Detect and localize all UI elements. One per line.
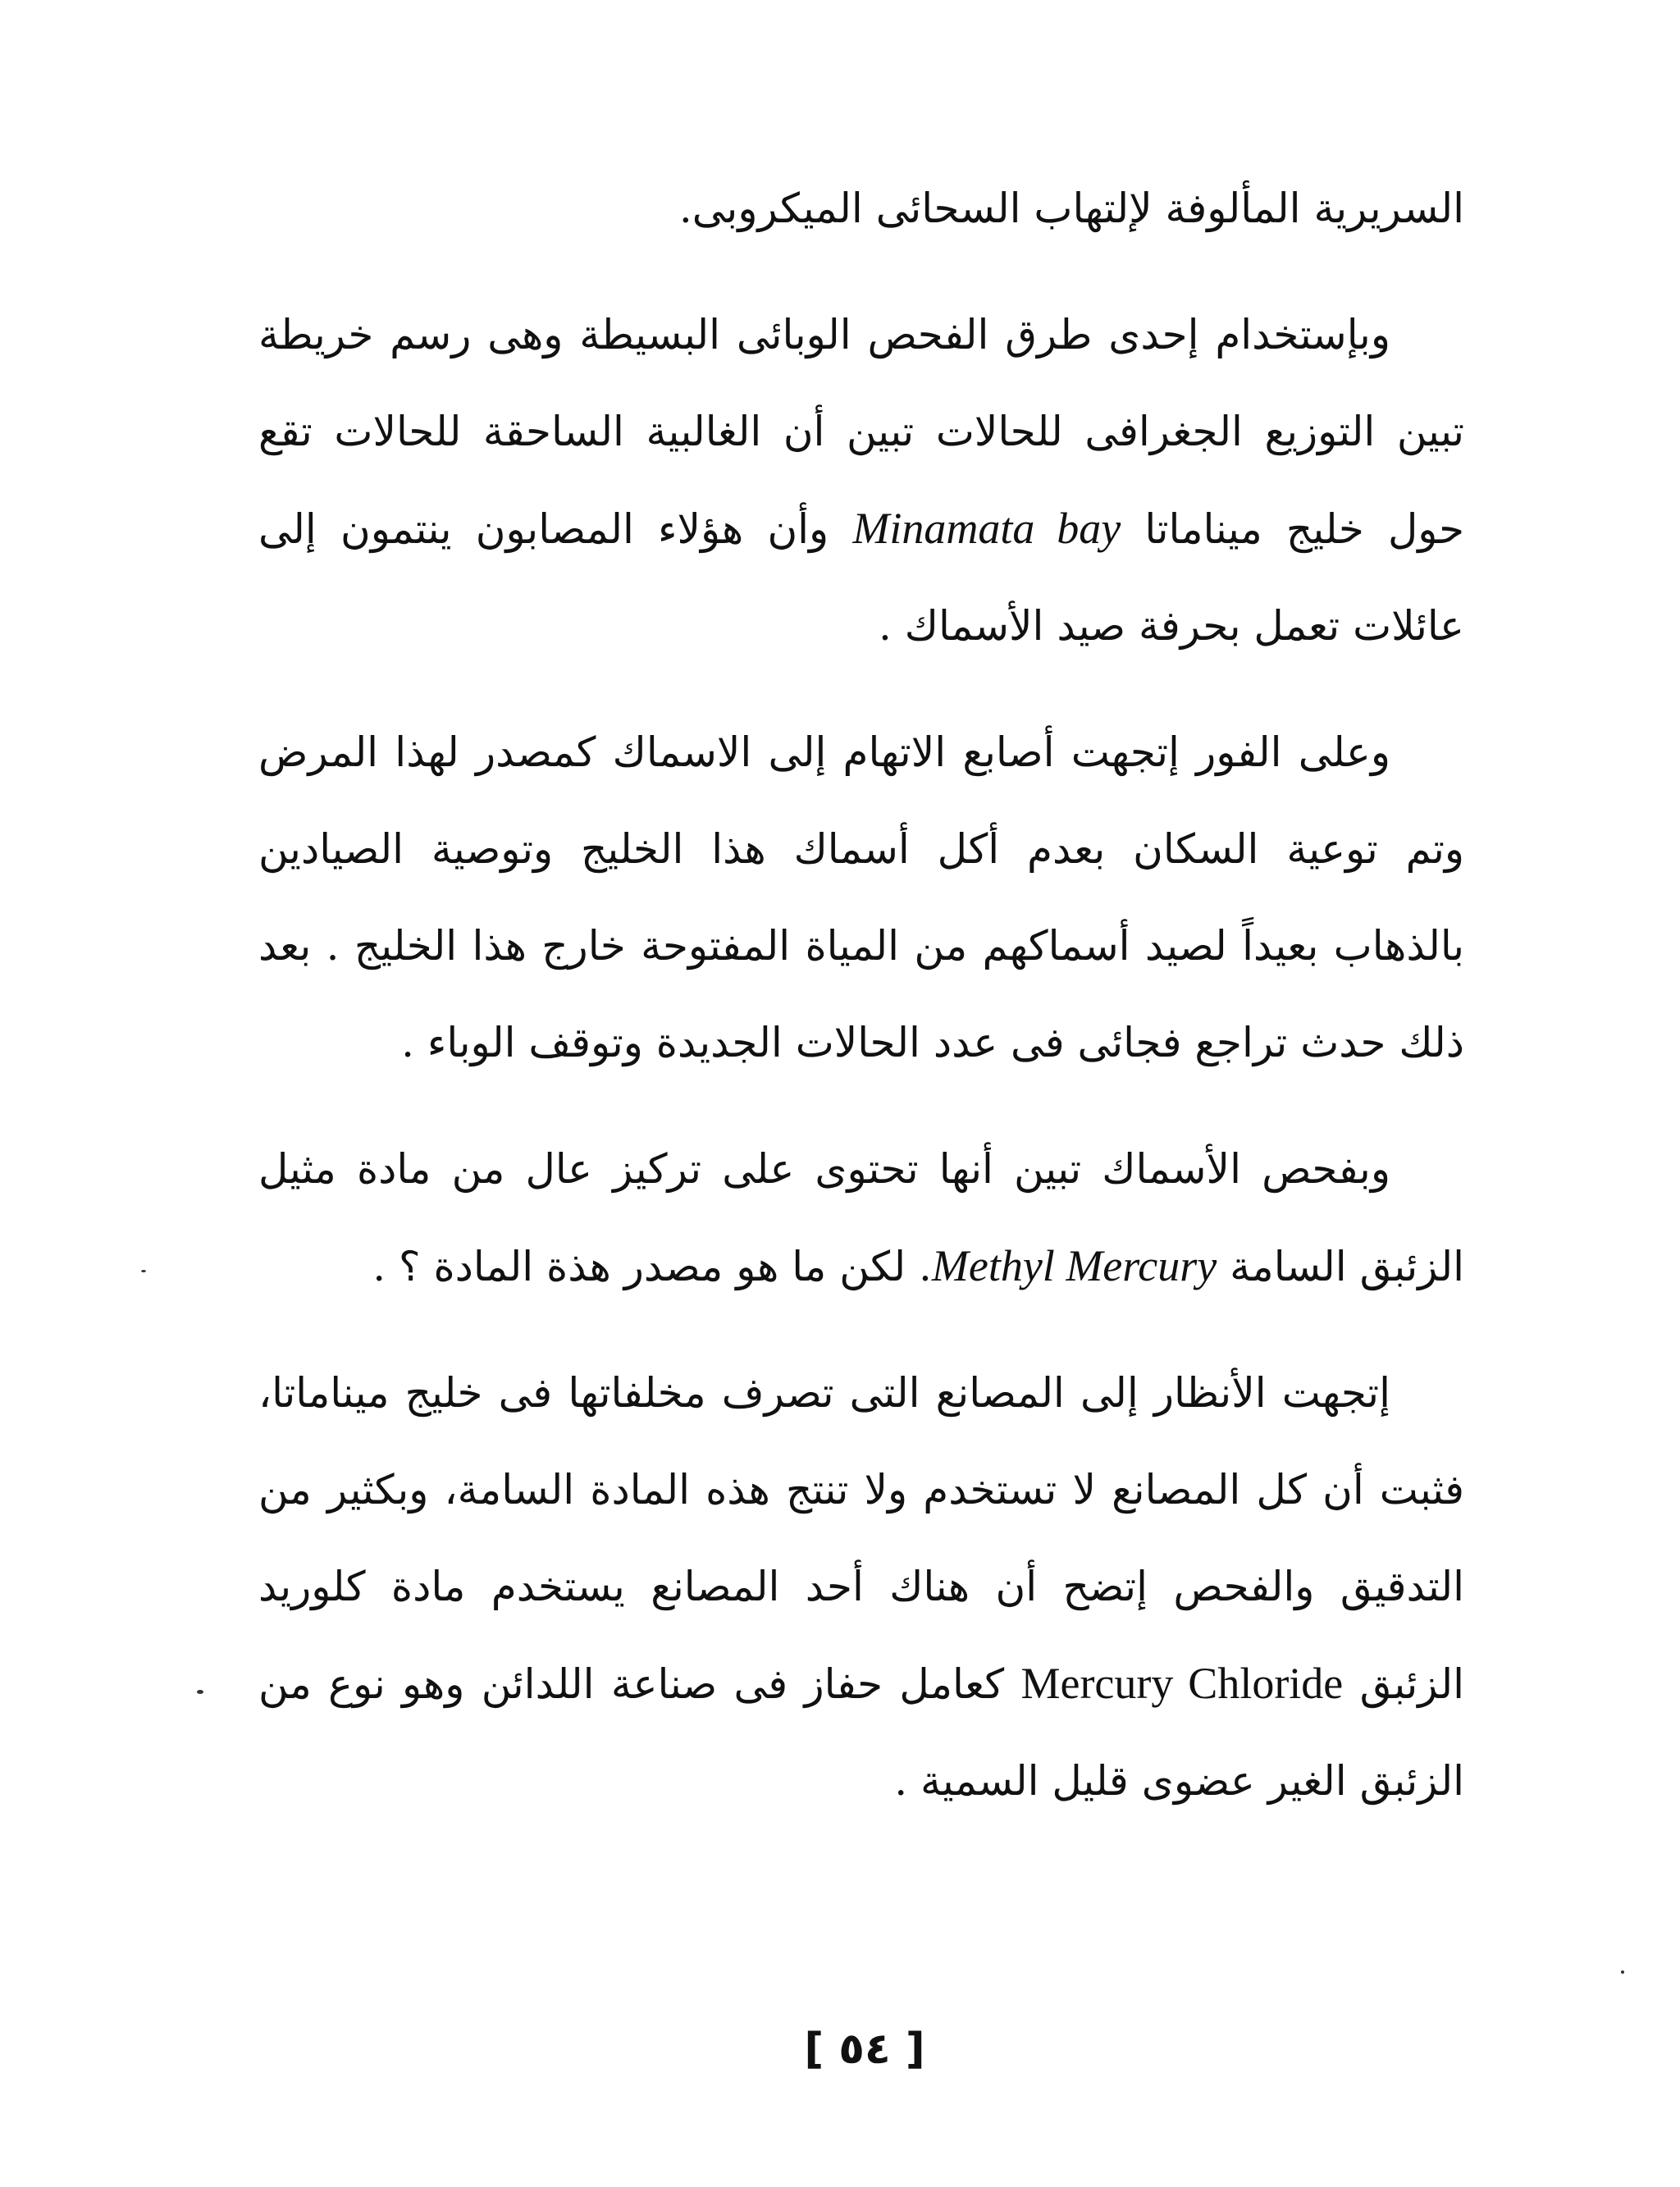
scan-speck [1621, 1970, 1624, 1974]
term-minamata-bay: Minamata bay [852, 504, 1121, 553]
scan-speck [197, 1690, 203, 1694]
paragraph-3-text: وعلى الفور إتجهت أصابع الاتهام إلى الاسماك كمصدر لهذا المرض وتم توعية السكان بعدم أكل أسماك هذا الخليج وتوصية الصيادين بالذهاب بعيداً لصيد أسماكهم من المياة المفتوحة خارج هذا الخليج . بعد ذلك حدث تراجع فجائى فى عدد الحالات الجديدة وتوقف الوباء . [258, 728, 1464, 1066]
paragraph-5-text-a: إتجهت الأنظار إلى المصانع التى تصرف مخلفاتها فى خليج ميناماتا، فثبت أن كل المصانع لا تستخدم ولا تنتج هذه المادة السامة، وبكثير من التدقيق والفحص إتضح أن هناك أحد المصانع يستخدم مادة كلوريد الزئبق [258, 1369, 1465, 1708]
paragraph-4-text-b: . لكن ما هو مصدر هذة المادة ؟ . [372, 1243, 932, 1290]
page-number: [ ٥٤ ] [804, 2025, 925, 2074]
paragraph-2-text-b: وأن هؤلاء المصابون ينتمون إلى عائلات تعمل بحرفة صيد الأسماك . [258, 505, 1464, 650]
paragraph-5 [258, 1345, 1464, 1829]
scan-speck [141, 1270, 146, 1272]
paragraph-4-text-a: وبفحص الأسماك تبين أنها تحتوى على تركيز عال من مادة مثيل الزئبق السامة [258, 1145, 1464, 1290]
paragraph-4 [258, 1121, 1464, 1315]
paragraph-3 [258, 704, 1464, 1091]
term-mercury-chloride: Mercury Chloride [1020, 1659, 1344, 1708]
paragraph-2 [258, 286, 1464, 674]
body-text [258, 160, 1464, 1829]
paragraph-1 [258, 160, 1464, 257]
paragraph-5-text-b: كعامل حفاز فى صناعة اللدائن وهو نوع من الزئبق الغير عضوى قليل السمية . [258, 1660, 1464, 1805]
paragraph-2-text-a: وبإستخدام إحدى طرق الفحص الوبائى البسيطة وهى رسم خريطة تبين التوزيع الجغرافى للحالات تبين أن الغالبية الساحقة للحالات تقع حول خليج ميناماتا [258, 311, 1465, 553]
term-methyl-mercury: Methyl Mercury [931, 1241, 1217, 1290]
paragraph-1-text: السريرية المألوفة لإلتهاب السحائى الميكروبى. [678, 185, 1464, 232]
